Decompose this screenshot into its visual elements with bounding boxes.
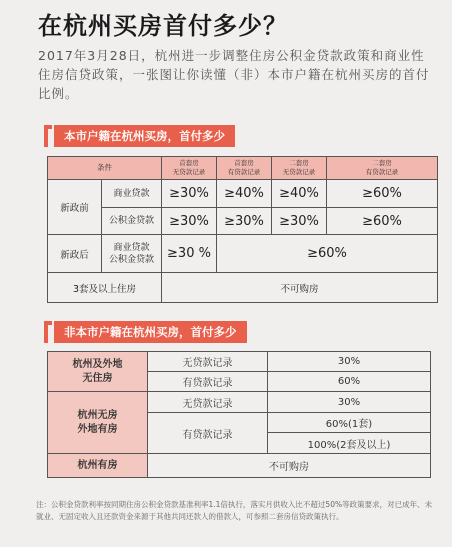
value-cell: 不可购房 [148,454,431,478]
row-group-label: 3套及以上住房 [48,273,162,303]
bracket-decoration [44,321,52,343]
value-cell: ≥30% [217,208,272,235]
value-cell: 30% [268,352,431,372]
value-cell: ≥40% [217,180,272,208]
value-cell: ≥60% [327,180,438,208]
table-row [48,352,431,372]
table-row [48,454,431,478]
intro-paragraph: 2017年3月28日，杭州进一步调整住房公积金贷款政策和商业性住房信贷政策，一张图让你读懂（非）本市户籍在杭州买房的首付比例。 [38,48,430,101]
local-resident-table [47,156,438,303]
value-cell: 30% [268,392,431,413]
row-group-label: 杭州无房 外地有房 [48,392,148,454]
value-cell: ≥60% [217,235,438,273]
footnote: 注：公积金贷款利率按同期住房公积金贷款基准利率1.1倍执行，落实月供收入比不超过50%等政策要求，对已成年、未就业、无固定收入且还款资金来源于其他共同还款人的借款人，可参照二套房信贷政策执行。 [36,500,433,521]
bracket-decoration [44,125,52,147]
page-title: 在杭州买房首付多少？ [38,12,288,40]
row-group-label: 杭州有房 [48,454,148,478]
header-second-with-loan: 二套房 有贷款记录 [327,157,438,180]
loan-type-label: 商业贷款 公积金贷款 [102,235,162,273]
value-cell: ≥30% [162,208,217,235]
table-header-row [48,157,438,180]
condition-cell: 有贷款记录 [148,372,268,392]
value-cell: ≥30% [162,180,217,208]
header-first-with-loan: 首套房 有贷款记录 [217,157,272,180]
table-row [48,208,438,235]
row-group-label: 新政后 [48,235,102,273]
table-row [48,392,431,413]
value-cell: 60% [268,372,431,392]
value-cell: 60%(1套) [268,413,431,433]
row-group-label: 杭州及外地 无住房 [48,352,148,392]
section-label-nonlocal [44,321,247,343]
value-cell: ≥30% [272,208,327,235]
condition-cell: 有贷款记录 [148,413,268,454]
header-first-no-loan: 首套房 无贷款记录 [162,157,217,180]
value-cell: ≥40% [272,180,327,208]
section-label-nonlocal-text: 非本市户籍在杭州买房，首付多少 [54,321,247,343]
section-label-local [44,125,235,147]
nonlocal-resident-table [47,351,431,478]
value-cell: ≥30 % [162,235,217,273]
condition-cell: 无贷款记录 [148,392,268,413]
value-cell: 100%(2套及以上) [268,433,431,454]
condition-cell: 无贷款记录 [148,352,268,372]
value-cell: 不可购房 [162,273,438,303]
header-second-no-loan: 二套房 无贷款记录 [272,157,327,180]
table-row [48,273,438,303]
row-group-label: 新政前 [48,180,102,235]
loan-type-label: 商业贷款 [102,180,162,208]
table-row [48,235,438,273]
loan-type-label: 公积金贷款 [102,208,162,235]
value-cell: ≥60% [327,208,438,235]
section-label-local-text: 本市户籍在杭州买房，首付多少 [54,125,235,147]
table-row [48,180,438,208]
header-condition: 条件 [48,157,162,180]
